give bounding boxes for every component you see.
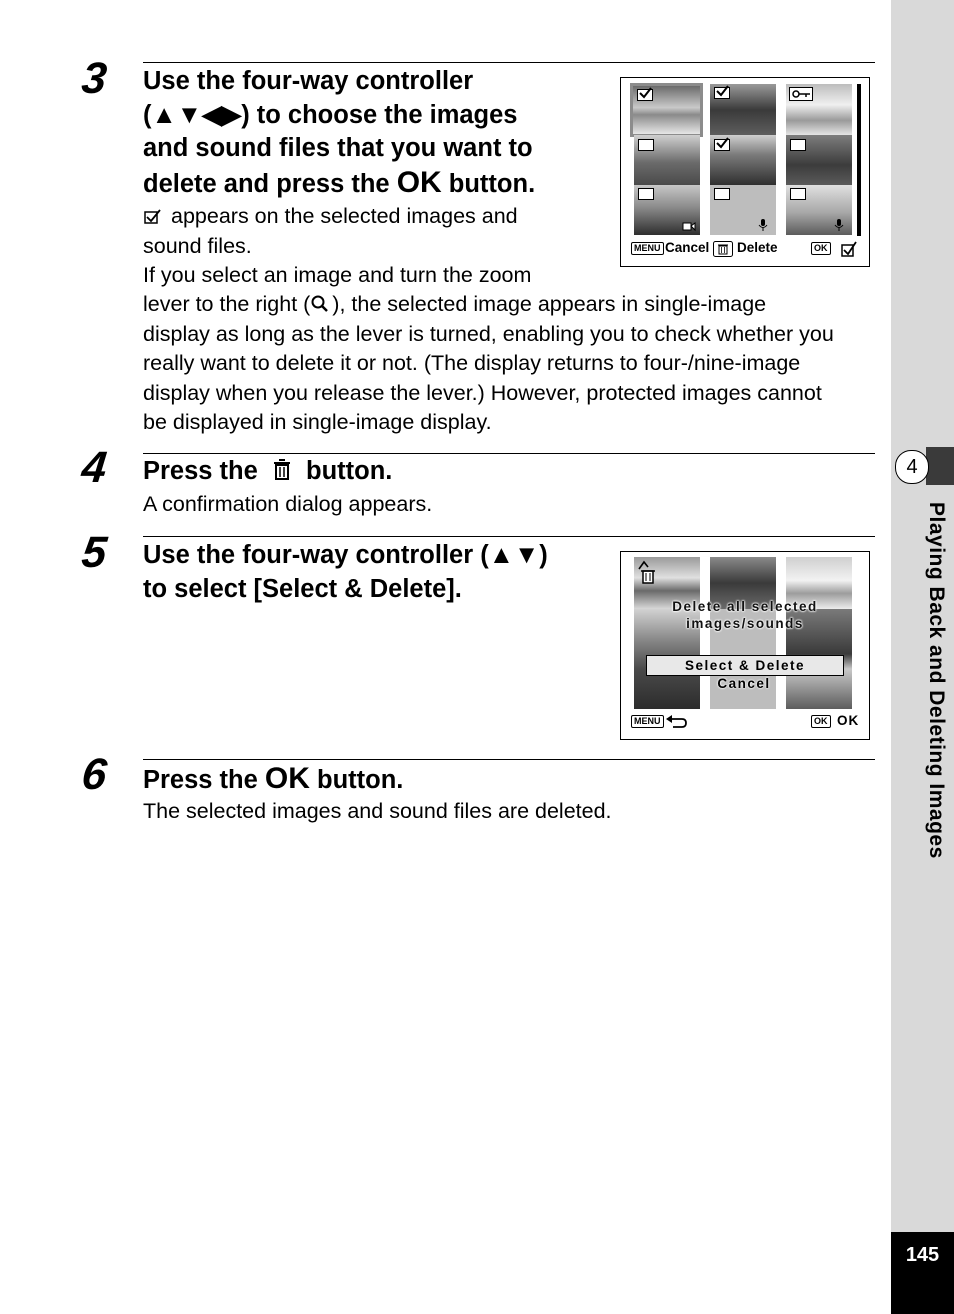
step-rule [143,62,875,63]
delete-label: Delete [737,240,778,255]
chapter-number: 4 [895,450,929,484]
heading-text: Press the [143,457,258,485]
camera-screen-confirm [620,551,870,740]
step-6-body: The selected images and sound files are deleted. [143,799,612,823]
ok-tag[interactable]: OK [811,242,831,255]
checkbox-icon [638,188,654,200]
checkbox-icon [790,188,806,200]
thumbnail[interactable] [633,86,700,134]
movie-icon [682,220,696,232]
thumbnail[interactable] [710,135,776,185]
screen-footer [631,713,863,733]
dialog-line: Delete all selected [672,599,818,614]
step-4-heading [143,455,392,489]
cancel-label: Cancel [665,240,710,255]
body-line [143,290,883,320]
thumbnail[interactable] [634,135,700,185]
zoom-icon [310,294,332,312]
step-4-body: A confirmation dialog appears. [143,492,433,516]
checkbox-icon [637,89,653,101]
body-line [143,202,603,232]
heading-text: button. [306,457,393,485]
checkbox-icon [143,207,163,225]
thumbnail[interactable] [786,185,852,235]
body-line: sound files. [143,233,252,258]
body-line: If you select an image and turn the zoom [143,263,532,287]
step-number-6: 6 [79,750,110,799]
step-number-5: 5 [79,528,110,577]
microphone-icon [834,218,844,232]
heading-line: to select [Select & Delete]. [143,574,462,603]
thumbnail[interactable] [786,135,852,185]
step-number-3: 3 [79,54,110,103]
heading-line: (▲▼◀▶) to choose the images [143,100,518,129]
thumbnail[interactable] [710,185,776,235]
step-3-heading [143,65,535,201]
step-6-heading [143,762,403,798]
step-number-4: 4 [79,443,110,492]
back-arrow-icon[interactable] [665,715,687,729]
chapter-title: Playing Back and Deleting Images [925,502,948,859]
cancel-option[interactable]: Cancel [717,676,771,691]
heading-text: button. [317,766,404,794]
thumbnail[interactable] [710,84,776,136]
step-rule [143,759,875,760]
menu-tag[interactable]: MENU [631,242,664,255]
heading-text: Press the [143,766,258,794]
step-3-body-top [143,202,603,291]
heading-line: and sound files that you want to [143,134,533,162]
screen-footer [631,240,863,260]
body-line: really want to delete it or not. (The display returns to four-/nine-image [143,351,801,375]
checkbox-icon [638,139,654,151]
heading-line: Use the four-way controller (▲▼) [143,541,548,569]
thumbnail[interactable] [786,84,852,136]
step-5-heading [143,539,548,606]
ok-symbol: OK [396,165,442,199]
checkbox-icon [714,139,730,151]
checkbox-icon [841,241,857,257]
camera-screen-select [620,77,870,267]
step-rule [143,453,875,454]
body-line: display when you release the lever.) However, protected images cannot [143,380,822,405]
trash-icon [269,458,295,482]
heading-text: delete and press the [143,169,390,198]
checkbox-icon [714,87,730,99]
trash-icon[interactable] [713,241,733,257]
heading-line: Use the four-way controller [143,67,474,95]
thumbnail[interactable] [634,185,700,235]
body-line: display as long as the lever is turned, enabling you to check whether you [143,321,834,346]
dialog-message [621,599,869,631]
scrollbar[interactable] [857,84,861,236]
step-rule [143,536,875,537]
body-text: appears on the selected images and [171,204,518,228]
microphone-icon [758,218,768,232]
body-text: ), the selected image appears in single-image [332,292,767,316]
heading-line [143,166,535,202]
select-delete-option[interactable]: Select & Delete [646,655,844,676]
protect-key-icon [789,87,813,101]
dialog-line: images/sounds [686,616,804,631]
body-text: lever to the right ( [143,292,311,316]
heading-text: button. [448,169,536,198]
ok-label: OK [837,713,860,728]
ok-tag[interactable]: OK [811,715,831,728]
step-3-body-bottom [143,290,883,438]
checkbox-icon [790,139,806,151]
checkbox-icon [714,188,730,200]
delete-select-icon [636,559,660,585]
body-line: be displayed in single-image display. [143,410,492,434]
ok-symbol: OK [264,762,310,795]
page-number: 145 [905,1244,940,1266]
menu-tag[interactable]: MENU [631,715,664,728]
chapter-tab [926,447,954,485]
